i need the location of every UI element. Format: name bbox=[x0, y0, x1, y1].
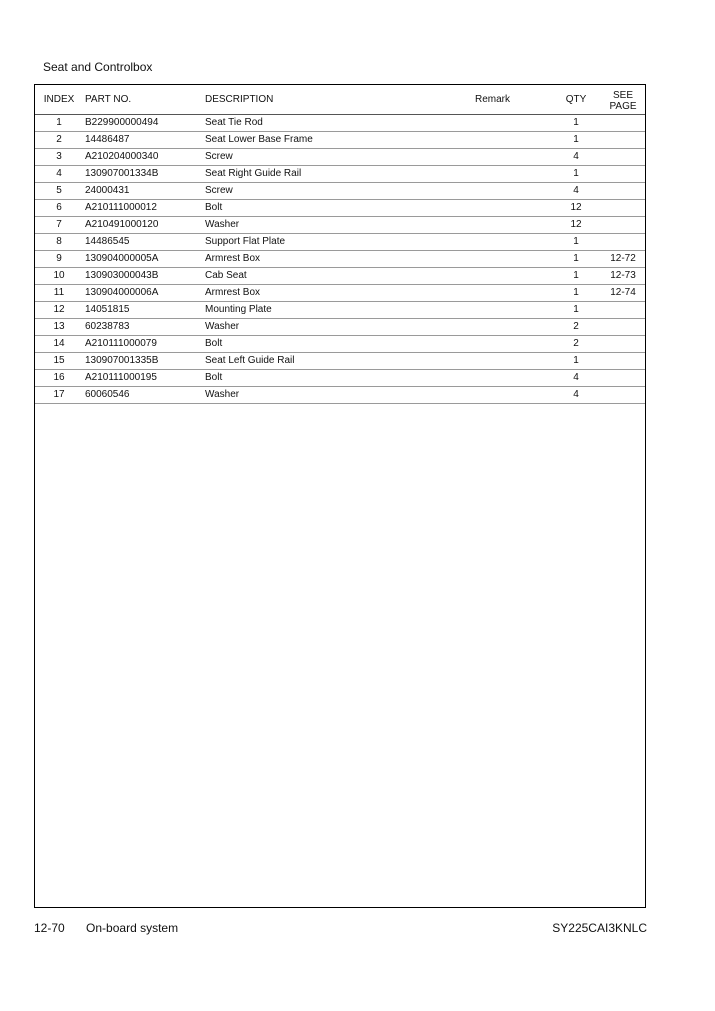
table-row bbox=[35, 200, 645, 217]
cell-index: 10 bbox=[35, 268, 83, 285]
cell-qty: 2 bbox=[551, 336, 601, 353]
cell-index: 4 bbox=[35, 166, 83, 183]
cell-remark bbox=[475, 319, 551, 336]
header-see-page bbox=[601, 85, 645, 115]
cell-index: 8 bbox=[35, 234, 83, 251]
table-row bbox=[35, 336, 645, 353]
cell-see-page bbox=[601, 353, 645, 370]
table-row bbox=[35, 319, 645, 336]
cell-qty: 1 bbox=[551, 132, 601, 149]
cell-see-page bbox=[601, 149, 645, 166]
cell-see-page: 12-72 bbox=[601, 251, 645, 268]
cell-part-no: A210204000340 bbox=[83, 149, 203, 166]
cell-part-no: 130907001335B bbox=[83, 353, 203, 370]
cell-qty: 1 bbox=[551, 234, 601, 251]
cell-remark bbox=[475, 115, 551, 132]
cell-part-no: 130904000006A bbox=[83, 285, 203, 302]
cell-remark bbox=[475, 336, 551, 353]
table-row bbox=[35, 149, 645, 166]
cell-see-page bbox=[601, 200, 645, 217]
table-row bbox=[35, 353, 645, 370]
cell-qty: 1 bbox=[551, 115, 601, 132]
cell-see-page bbox=[601, 302, 645, 319]
header-part-no: PART NO. bbox=[83, 85, 203, 115]
table-row bbox=[35, 251, 645, 268]
table-row bbox=[35, 217, 645, 234]
cell-index: 11 bbox=[35, 285, 83, 302]
table-row bbox=[35, 302, 645, 319]
table-row bbox=[35, 387, 645, 404]
cell-index: 7 bbox=[35, 217, 83, 234]
header-description: DESCRIPTION bbox=[203, 85, 475, 115]
cell-index: 16 bbox=[35, 370, 83, 387]
cell-description: Armrest Box bbox=[203, 251, 475, 268]
parts-table-frame bbox=[34, 84, 646, 908]
cell-description: Bolt bbox=[203, 336, 475, 353]
cell-remark bbox=[475, 132, 551, 149]
table-row bbox=[35, 166, 645, 183]
cell-description: Seat Left Guide Rail bbox=[203, 353, 475, 370]
cell-see-page: 12-74 bbox=[601, 285, 645, 302]
cell-description: Mounting Plate bbox=[203, 302, 475, 319]
table-row bbox=[35, 115, 645, 132]
cell-part-no: 130903000043B bbox=[83, 268, 203, 285]
cell-remark bbox=[475, 370, 551, 387]
cell-qty: 1 bbox=[551, 268, 601, 285]
table-row bbox=[35, 183, 645, 200]
cell-description: Armrest Box bbox=[203, 285, 475, 302]
cell-qty: 1 bbox=[551, 166, 601, 183]
cell-remark bbox=[475, 183, 551, 200]
cell-see-page bbox=[601, 234, 645, 251]
cell-remark bbox=[475, 285, 551, 302]
cell-qty: 12 bbox=[551, 200, 601, 217]
cell-part-no: A210111000079 bbox=[83, 336, 203, 353]
table-row bbox=[35, 370, 645, 387]
header-index: INDEX bbox=[35, 85, 83, 115]
cell-see-page bbox=[601, 217, 645, 234]
cell-description: Bolt bbox=[203, 370, 475, 387]
table-row bbox=[35, 234, 645, 251]
cell-index: 5 bbox=[35, 183, 83, 200]
cell-description: Washer bbox=[203, 319, 475, 336]
cell-remark bbox=[475, 166, 551, 183]
cell-remark bbox=[475, 234, 551, 251]
cell-remark bbox=[475, 302, 551, 319]
cell-qty: 2 bbox=[551, 319, 601, 336]
cell-index: 3 bbox=[35, 149, 83, 166]
cell-description: Seat Lower Base Frame bbox=[203, 132, 475, 149]
header-qty: QTY bbox=[551, 85, 601, 115]
cell-index: 1 bbox=[35, 115, 83, 132]
cell-remark bbox=[475, 251, 551, 268]
cell-index: 6 bbox=[35, 200, 83, 217]
cell-part-no: 60060546 bbox=[83, 387, 203, 404]
cell-see-page bbox=[601, 387, 645, 404]
cell-index: 17 bbox=[35, 387, 83, 404]
cell-see-page: 12-73 bbox=[601, 268, 645, 285]
cell-description: Seat Tie Rod bbox=[203, 115, 475, 132]
parts-table bbox=[35, 85, 645, 404]
cell-part-no: 130907001334B bbox=[83, 166, 203, 183]
cell-part-no: A210111000195 bbox=[83, 370, 203, 387]
cell-remark bbox=[475, 268, 551, 285]
table-row bbox=[35, 132, 645, 149]
cell-description: Seat Right Guide Rail bbox=[203, 166, 475, 183]
cell-index: 15 bbox=[35, 353, 83, 370]
cell-index: 13 bbox=[35, 319, 83, 336]
cell-description: Washer bbox=[203, 217, 475, 234]
cell-qty: 4 bbox=[551, 149, 601, 166]
cell-part-no: 14486487 bbox=[83, 132, 203, 149]
footer-left bbox=[34, 921, 178, 935]
cell-part-no: 130904000005A bbox=[83, 251, 203, 268]
cell-qty: 12 bbox=[551, 217, 601, 234]
cell-see-page bbox=[601, 370, 645, 387]
cell-description: Support Flat Plate bbox=[203, 234, 475, 251]
cell-part-no: 60238783 bbox=[83, 319, 203, 336]
header-remark: Remark bbox=[475, 85, 551, 115]
cell-description: Screw bbox=[203, 183, 475, 200]
cell-remark bbox=[475, 217, 551, 234]
footer-section: On-board system bbox=[86, 921, 179, 935]
cell-qty: 4 bbox=[551, 370, 601, 387]
table-header-row bbox=[35, 85, 645, 115]
cell-remark bbox=[475, 149, 551, 166]
cell-part-no: A210111000012 bbox=[83, 200, 203, 217]
cell-remark bbox=[475, 353, 551, 370]
cell-qty: 1 bbox=[551, 302, 601, 319]
cell-see-page bbox=[601, 336, 645, 353]
cell-part-no: 24000431 bbox=[83, 183, 203, 200]
cell-qty: 1 bbox=[551, 353, 601, 370]
cell-qty: 1 bbox=[551, 285, 601, 302]
cell-qty: 4 bbox=[551, 387, 601, 404]
cell-see-page bbox=[601, 166, 645, 183]
cell-see-page bbox=[601, 132, 645, 149]
footer-page-number: 12-70 bbox=[34, 921, 65, 935]
cell-remark bbox=[475, 200, 551, 217]
cell-part-no: A210491000120 bbox=[83, 217, 203, 234]
cell-index: 12 bbox=[35, 302, 83, 319]
cell-index: 2 bbox=[35, 132, 83, 149]
cell-see-page bbox=[601, 319, 645, 336]
footer-model: SY225CAI3KNLC bbox=[552, 921, 647, 935]
table-body bbox=[35, 115, 645, 404]
cell-description: Screw bbox=[203, 149, 475, 166]
cell-see-page bbox=[601, 115, 645, 132]
cell-index: 14 bbox=[35, 336, 83, 353]
cell-description: Bolt bbox=[203, 200, 475, 217]
cell-qty: 1 bbox=[551, 251, 601, 268]
header-see-page-line2: PAGE bbox=[609, 100, 637, 112]
cell-part-no: B229900000494 bbox=[83, 115, 203, 132]
page-title: Seat and Controlbox bbox=[43, 60, 153, 74]
header-see-page-line1: SEE bbox=[612, 89, 633, 101]
cell-qty: 4 bbox=[551, 183, 601, 200]
table-row bbox=[35, 268, 645, 285]
cell-remark bbox=[475, 387, 551, 404]
cell-description: Cab Seat bbox=[203, 268, 475, 285]
cell-index: 9 bbox=[35, 251, 83, 268]
cell-see-page bbox=[601, 183, 645, 200]
cell-description: Washer bbox=[203, 387, 475, 404]
cell-part-no: 14486545 bbox=[83, 234, 203, 251]
table-row bbox=[35, 285, 645, 302]
cell-part-no: 14051815 bbox=[83, 302, 203, 319]
